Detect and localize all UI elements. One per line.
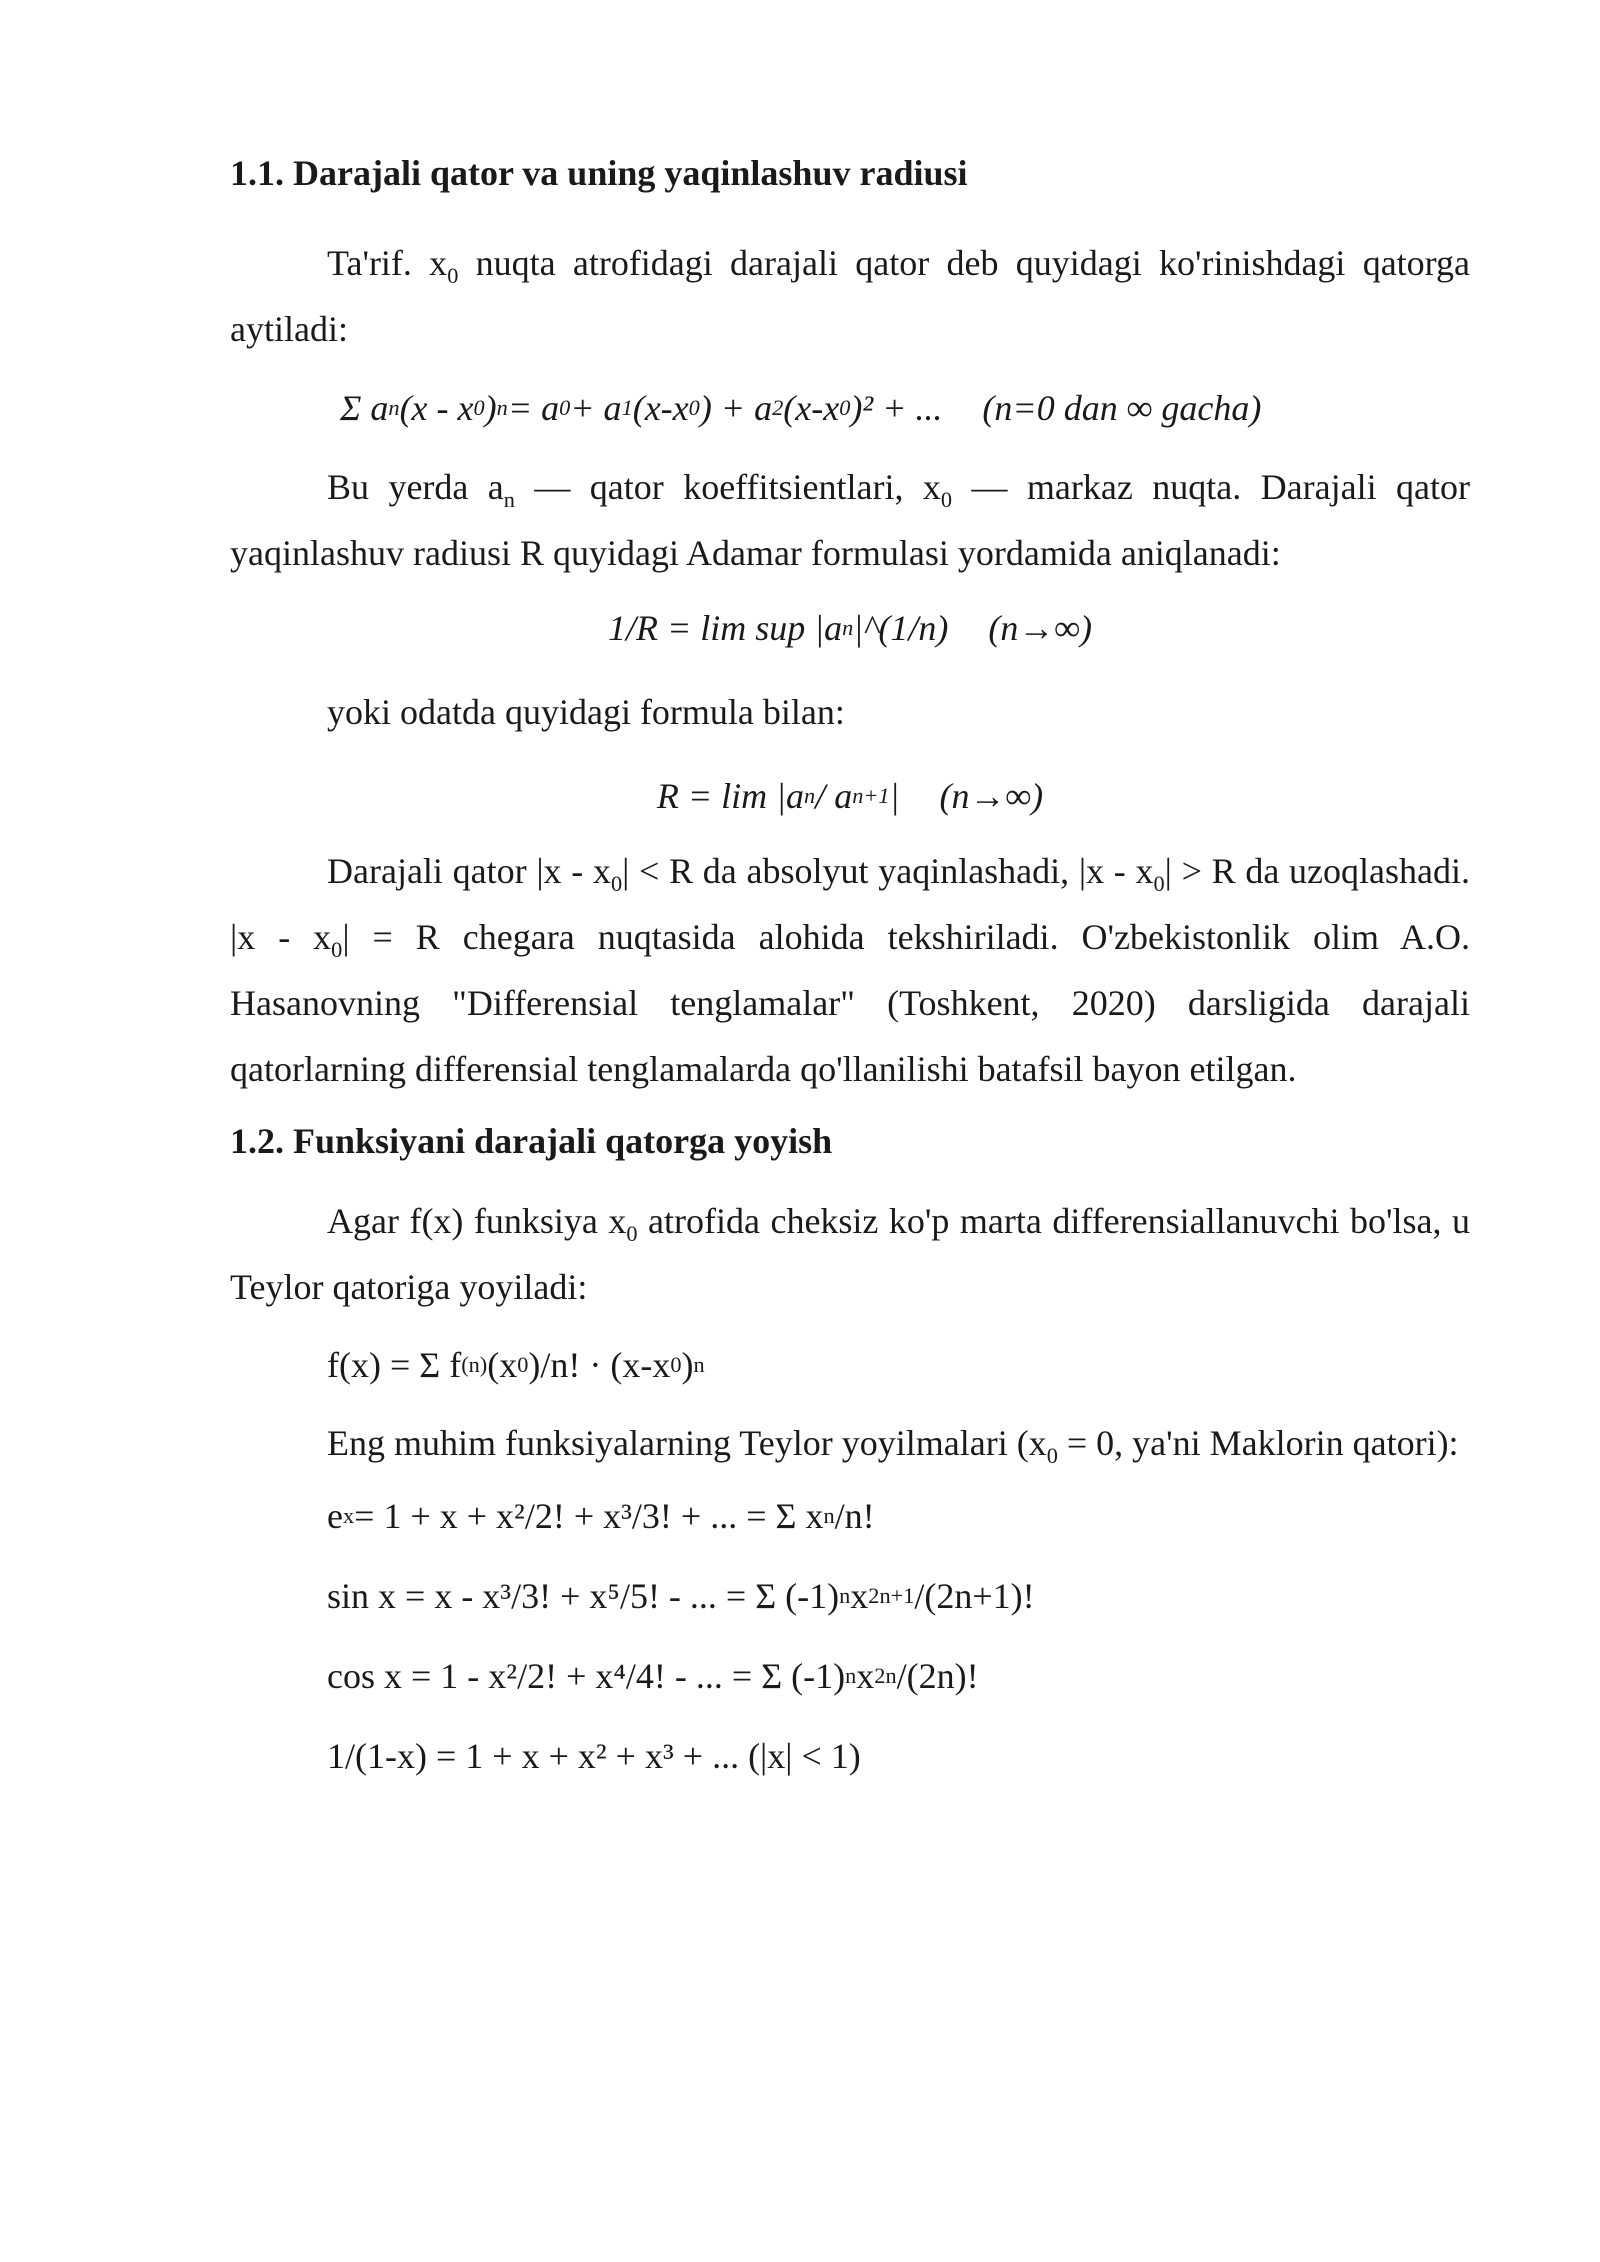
sin-expansion: sin x = x - x³/3! + x⁵/5! - ... = Σ (-1) n x 2n+1 /(2n+1)! [327, 1576, 1035, 1616]
power-series-formula: Σ a n (x - x 0 ) n = a 0 + a 1 (x-x 0 ) + a 2 (x-x 0 )² + ... (n=0 dan ∞ gacha) [230, 362, 1470, 454]
coefficients-paragraph: Bu yerda $a_n$ — qator koeffitsientlari, $x_0$ — markaz nuqta. Darajali qator yaqinlashuv radiusi R quyidagi Adamar formulasi yordamida aniqlanadi: [230, 467, 1470, 573]
taylor-formula: f(x) = Σ f (n) (x 0 )/n! · (x-x 0 ) n [327, 1345, 705, 1385]
convergence-paragraph: Darajali qator $|x - x_0| < R$ da absolyut yaqinlashadi, $|x - x_0| > R$ da uzoqlashadi. $|x - x_0| = R$ chegara nuqtasida alohida tekshiriladi. O'zbekistonlik olim A.O. Hasanovning "Differensial tenglamalar" (Toshkent, 2020) darsligida darajali qatorlarning differensial tenglamalarda qo'llanilishi batafsil bayon etilgan. [230, 851, 1470, 1089]
series-range-note: (n=0 dan ∞ gacha) [982, 388, 1262, 428]
ratio-formula: R = lim |a n / a n+1 | (n→∞) [656, 776, 1044, 816]
section-2-heading: 1.2. Funksiyani darajali qatorga yoyish [230, 1121, 833, 1161]
definition-paragraph: Ta'rif. $x_0$ nuqta atrofidagi darajali qator deb quyidagi ko'rinishdagi qatorga aytiladi: [230, 243, 1470, 349]
hadamard-formula: 1/R = lim sup |a n |^(1/n) (n→∞) [607, 608, 1093, 648]
maclaurin-paragraph: Eng muhim funksiyalarning Teylor yoyilmalari ($x_0 = 0$, ya'ni Maklorin qatori): [327, 1423, 1459, 1469]
geometric-expansion: 1/(1-x) = 1 + x + x² + x³ + ... (|x| < 1) [327, 1736, 861, 1776]
taylor-paragraph: Agar f(x) funksiya $x_0$ atrofida cheksiz ko'p marta differensiallanuvchi bo'lsa, u Teylor qatoriga yoyiladi: [230, 1201, 1470, 1307]
section-1-heading: 1.1. Darajali qator va uning yaqinlashuv radiusi [230, 153, 968, 193]
cos-expansion: cos x = 1 - x²/2! + x⁴/4! - ... = Σ (-1) n x 2n /(2n)! [327, 1656, 979, 1696]
exp-expansion: e x = 1 + x + x²/2! + x³/3! + ... = Σ x n /n! [327, 1496, 875, 1536]
alternative-intro: yoki odatda quyidagi formula bilan: [327, 692, 845, 732]
